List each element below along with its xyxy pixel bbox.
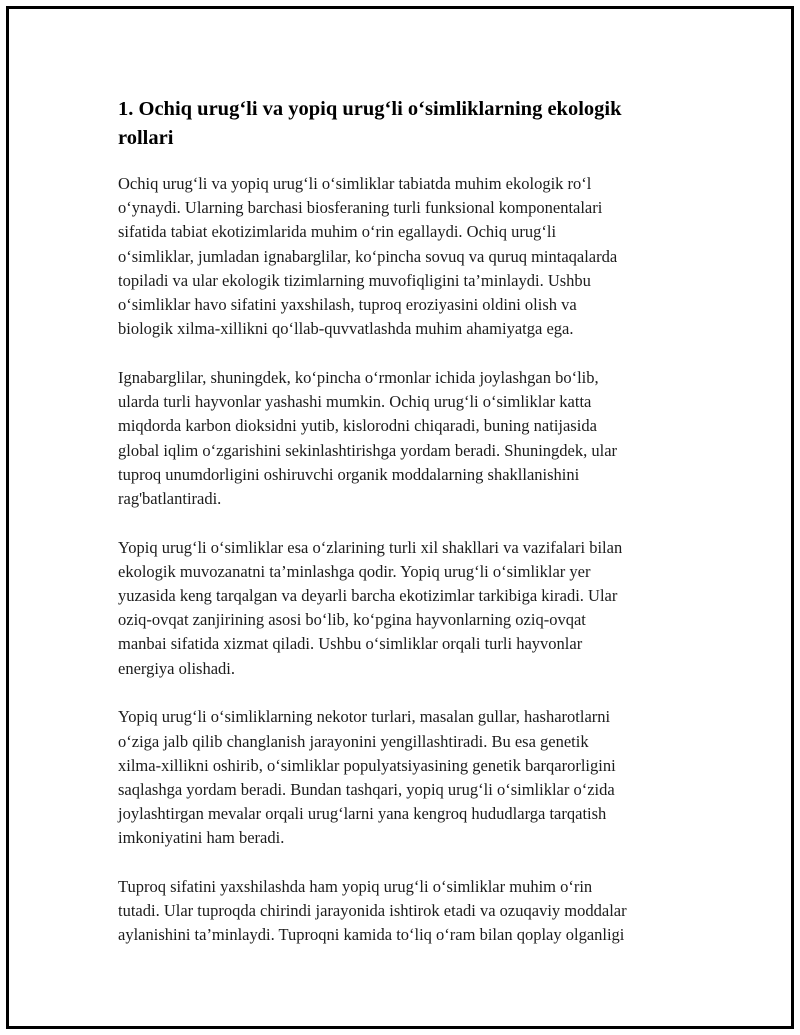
paragraph-line: o‘ziga jalb qilib changlanish jarayonini yengillashtiradi. Bu esa genetik	[118, 731, 589, 751]
paragraph	[118, 875, 688, 948]
paragraph-line: miqdorda karbon dioksidni yutib, kislorodni chiqaradi, buning natijasida	[118, 416, 597, 436]
paragraph-line: global iqlim o‘zgarishini sekinlashtirishga yordam beradi. Shuningdek, ular	[118, 440, 618, 460]
paragraph-line: biologik xilma-xillikni qo‘llab-quvvatlashda muhim ahamiyatga ega.	[118, 319, 574, 339]
paragraph	[118, 172, 688, 341]
paragraph-line: o‘simliklar, jumladan ignabarglilar, ko‘pincha sovuq va quruq mintaqalarda	[118, 246, 618, 266]
paragraph-line: xilma-xillikni oshirib, o‘simliklar populyatsiyasining genetik barqarorligini	[118, 755, 616, 775]
paragraph-line: manbai sifatida xizmat qiladi. Ushbu o‘simliklar orqali turli hayvonlar	[118, 634, 583, 654]
paragraph-line: rag'batlantiradi.	[118, 488, 222, 508]
paragraph-line: energiya olishadi.	[118, 658, 235, 678]
paragraph-line: tutadi. Ular tuproqda chirindi jarayonida ishtirok etadi va ozuqaviy moddalar	[118, 901, 627, 921]
paragraph	[118, 536, 688, 681]
paragraph-line: Ignabarglilar, shuningdek, ko‘pincha o‘rmonlar ichida joylashgan bo‘lib,	[118, 367, 599, 387]
paragraph-line: o‘ynaydi. Ularning barchasi biosferaning turli funksional komponentalari	[118, 198, 603, 218]
paragraph-line: oziq-ovqat zanjirining asosi bo‘lib, ko‘pgina hayvonlarning oziq-ovqat	[118, 610, 586, 630]
paragraph-line: Yopiq urug‘li o‘simliklar esa o‘zlarining turli xil shakllari va vazifalari bilan	[118, 537, 623, 557]
paragraph-line: yuzasida keng tarqalgan va deyarli barcha ekotizimlar tarkibiga kiradi. Ular	[118, 586, 618, 606]
paragraph-line: imkoniyatini ham beradi.	[118, 828, 285, 848]
paragraph-line: sifatida tabiat ekotizimlarida muhim o‘rin egallaydi. Ochiq urug‘li	[118, 222, 557, 242]
paragraph-line: joylashtirgan mevalar orqali urug‘larni yana kengroq hududlarga tarqatish	[118, 804, 607, 824]
paragraph-line: ekologik muvozanatni ta’minlashga qodir. Yopiq urug‘li o‘simliklar yer	[118, 561, 591, 581]
paragraph-line: topiladi va ular ekologik tizimlarning muvofiqligini ta’minlaydi. Ushbu	[118, 270, 591, 290]
paragraph-line: Yopiq urug‘li o‘simliklarning nekotor turlari, masalan gullar, hasharotlarni	[118, 707, 611, 727]
paragraph	[118, 705, 688, 850]
heading-line: rollari	[118, 127, 174, 149]
paragraph-line: ularda turli hayvonlar yashashi mumkin. Ochiq urug‘li o‘simliklar katta	[118, 392, 592, 412]
heading-line: 1. Ochiq urug‘li va yopiq urug‘li o‘simliklarning ekologik	[118, 98, 622, 120]
section-heading	[118, 95, 688, 153]
paragraph-line: saqlashga yordam beradi. Bundan tashqari, yopiq urug‘li o‘simliklar o‘zida	[118, 779, 615, 799]
paragraph-line: aylanishini ta’minlaydi. Tuproqni kamida to‘liq o‘ram bilan qoplay olganligi	[118, 925, 625, 945]
paragraph-line: Ochiq urug‘li va yopiq urug‘li o‘simliklar tabiatda muhim ekologik ro‘l	[118, 174, 592, 193]
paragraph-line: tuproq unumdorligini oshiruvchi organik moddalarning shakllanishini	[118, 464, 580, 484]
paragraph-line: o‘simliklar havo sifatini yaxshilash, tuproq eroziyasini oldini olish va	[118, 295, 577, 315]
paragraph-line: Tuproq sifatini yaxshilashda ham yopiq urug‘li o‘simliklar muhim o‘rin	[118, 877, 593, 897]
paragraph	[118, 366, 688, 511]
document-body	[118, 95, 688, 972]
